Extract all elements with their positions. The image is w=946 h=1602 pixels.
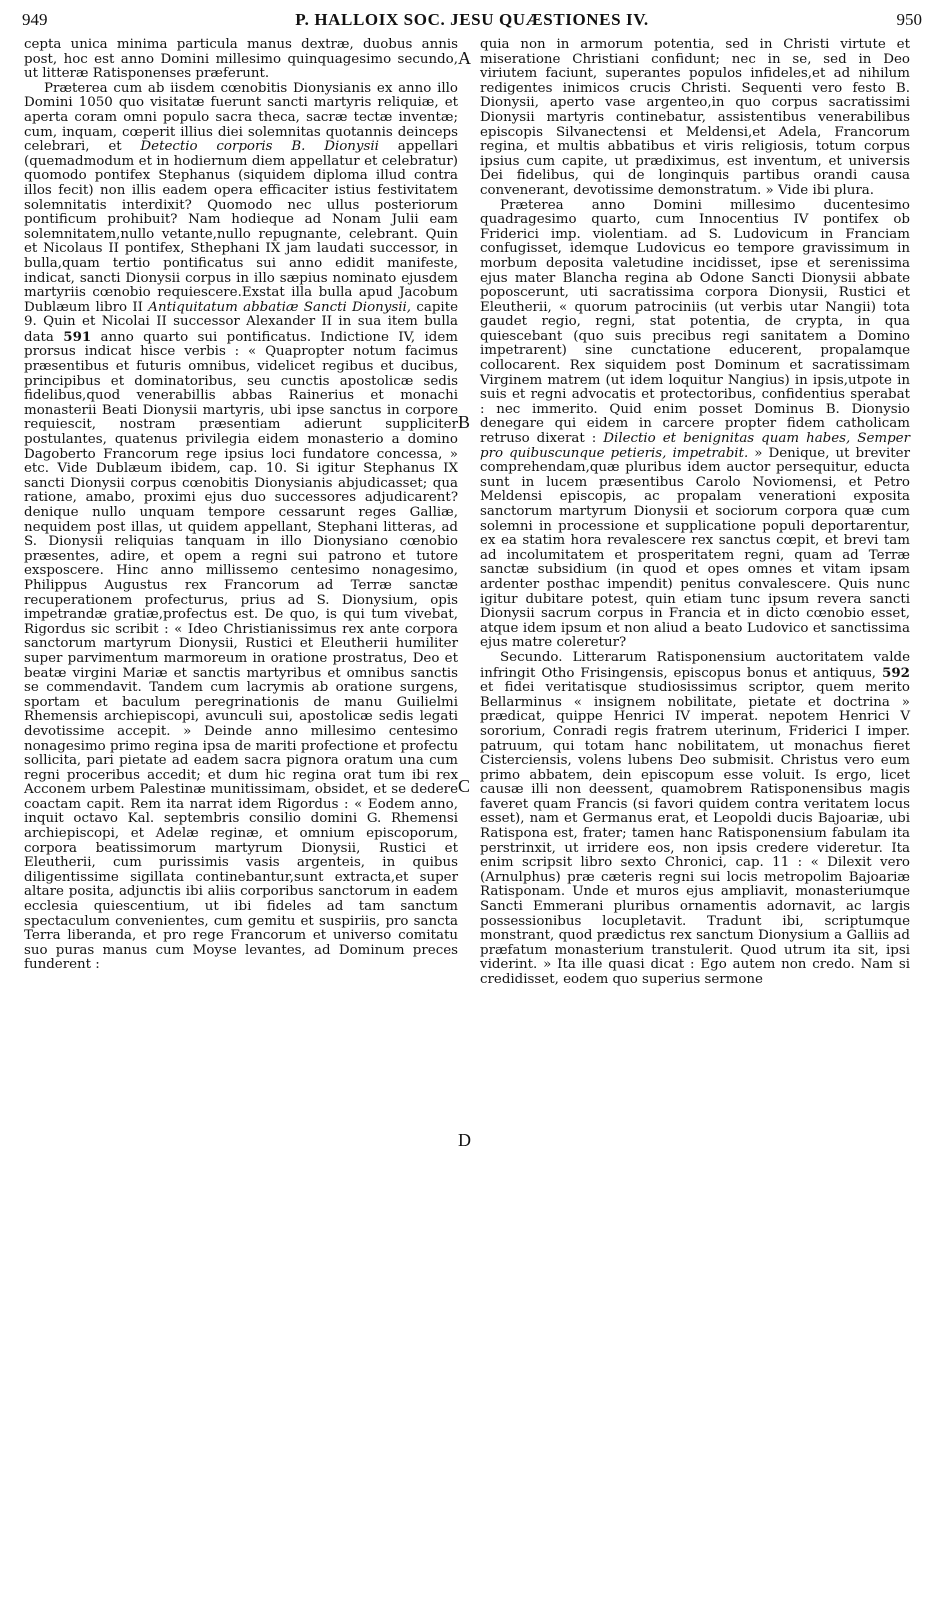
section-marker-d: D (458, 1130, 471, 1150)
page-header (22, 10, 922, 34)
quote-dilectio: Dilectio et benignitas quam habes, Semper pro quibuscunque petieris, impetrabit. (480, 431, 910, 461)
margin-number-592: 592 (882, 664, 910, 681)
section-marker-a: A (458, 48, 471, 68)
page-number-left: 949 (22, 10, 48, 29)
left-column (24, 38, 458, 973)
right-paragraph-2: Præterea anno Domini millesimo ducentesimo quadragesimo quarto, cum Innocentius IV pontifex ob Friderici imp. violentiam. ad S. Ludovicum in Franciam confugisset, idemque Ludovicus eo tempore gravissimum in morbum deposita valetudine incidisset, ipse et serenissima ejus mater Blancha regina ab Odone Sancti Dionysii abbate poposcerunt, uti sacratissima corpora Dionysii, Rustici et Eleutherii, « quorum patrociniis (ut verbis utar Nangii) tota gaudet regio, regni, stat potentia, de crypta, in qua quiescebant (quo suis precibus regi sanitatem a Domino impetrarent) sine cunctatione educerent, propalamque collocarent. Rex siquidem post Dominum et sacratissimam Virginem matrem (ut idem loquitur Nangius) in ipsis,utpote in suis et regni advocatis et protectoribus, confidentius sperabat : nec immerito. Quid enim posset Dominus B. Dionysio denegare qui eidem in carcere propter fidem catholicam retruso dixerat : Dilectio et benignitas quam habes, Semper pro quibuscunque petieris, impetrabit. » Denique, ut breviter comprehendam,quæ pluribus idem auctor persequitur, educta sunt in lucem præsentibus Carolo Noviomensi, et Petro Meldensi episcopis, ac propalam venerationi exposita sanctorum martyrum Dionysii et sociorum corpora quæ cum solemni in processione et supplicatione populi deportarentur, ex ea statim hora revalescere rex sanctus cœpit, et brevi tam ad incolumitatem et prosperitatem regni, quam ad Terræ sanctæ subsidium (in quod et opes omnes et vitam ipsam ardenter posthac impendit) penitus convalescere. Quis nunc igitur dubitare potest, quin etiam tunc ipsum revera sancti Dionysii sacrum corpus in Francia et in dicto cœnobio esset, atque idem ipsum et non aliud a beato Ludovico et sanctissima ejus matre coleretur? (480, 197, 910, 651)
right-column (480, 38, 910, 988)
section-marker-c: C (458, 776, 471, 796)
title-detectio: Detectio corporis B. Dionysii (140, 139, 379, 155)
left-paragraph-2: Præterea cum ab iisdem cœnobitis Dionysianis ex anno illo Domini 1050 quo visitatæ fuerunt sancti martyris reliquiæ, et aperta coram omni populo sacra theca, sacræ tectæ inventæ; cum, inquam, cœperit illius diei solemnitas quotannis deinceps celebrari, et Detectio corporis B. Dionysii appellari (quemadmodum et in hodiernum diem appellatur et celebratur) quomodo pontifex Stephanus (siquidem diploma illud contra illos fecit) non illis eadem opera efficaciter istius festivitatem solemnitatis interdixit? Quomodo nec ullus posteriorum pontificum prohibuit? Nam hodieque ad Nonam Julii eam solemnitatem,nullo vetante,nullo repugnante, celebrant. Quin et Nicolaus II pontifex, Sthephani IX jam laudati successor, in bulla,quam tertio pontificatus sui anno edidit manifeste, indicat, sancti Dionysii corpus in illo sæpius nominato ejusdem martyriis cœnobio requiescere.Exstat illa bulla apud Jacobum Dublæum libro II Antiquitatum abbatiæ Sancti Dionysii, capite 9. Quin et Nicolai II successor Alexander II in sua item bulla data 591 anno quarto sui pontificatus. Indictione IV, idem prorsus indicat hisce verbis : « Quapropter notum facimus præsentibus et futuris omnibus, videlicet regibus et ducibus, principibus et dominatoribus, seu cunctis apostolicæ sedis fidelibus,quod venerabillis abbas Rainerius et monachi monasterii Beati Dionysii martyris, ubi ipse sanctus in corpore requiescit, nostram præsentiam adierunt suppliciter postulantes, quatenus privilegia eidem monasterio a domino Dagoberto Francorum rege ipsius loci fundatore concessa, » etc. Vide Dublæum ibidem, cap. 10. Si igitur Stephanus IX sancti Dionysii corpus cœnobitis Dionysianis abjudicasset; qua ratione, amabo, proximi ejus duo successores adjudicarent? denique nullo unquam tempore cessarunt reges Galliæ, nequidem post illas, ut quidem appellant, Stephani litteras, ad S. Dionysii reliquias tanquam in illo Dionysiano cœnobio præsentes, adire, et opem a regni sui patrono et tutore exsposcere. Hinc anno millissemo centesimo nonagesimo, Philippus Augustus rex Francorum ad Terræ sanctæ recuperationem profecturus, prius ad S. Dionysium, opis impetrandæ gratiæ,profectus est. De quo, is qui tum vivebat, Rigordus sic scribit : « Ideo Christianissimus rex ante corpora sanctorum martyrum Dionysii, Rustici et Eleutherii humiliter super parvimentum marmoreum in oratione prostratus, Deo et beatæ virgini Mariæ et sanctis martyribus et omnibus sanctis se commendavit. Tandem cum lacrymis ab oratione surgens, sportam et baculum peregrinationis de manu Guilielmi Rhemensis archiepiscopi, avunculi sui, apostolicæ sedis legati devotissime accepit. » Deinde anno millesimo centesimo nonagesimo primo regina ipsa de mariti profectione et profectu sollicita, pari pietate ad eadem sacra pignora oratum una cum regni proceribus accedit; et dum hic regina orat tum ibi rex Acconem urbem Palestinæ munitissimam, obsidet, et se dedere coactam capit. Rem ita narrat idem Rigordus : « Eodem anno, inquit octavo Kal. septembris consilio domini G. Rhemensi archiepiscopi, et Adelæ reginæ, et omnium episcoporum, corpora beatissimorum martyrum Dionysii, Rustici et Eleutherii, cum purissimis vasis argenteis, in quibus diligentissime sigillata continebantur,sunt extracta,et super altare posita, adjunctis ibi aliis corporibus sanctorum in eadem ecclesia quiescentium, ut ibi fideles ad tam sanctum spectaculum convenientes, cum gemitu et suspiriis, pro sancta Terra liberanda, et pro rege Francorum et universo comitatu suo puras manus cum Moyse levantes, ad Dominum preces funderent : (24, 80, 458, 973)
section-marker-b: B (458, 412, 471, 432)
page-number-right: 950 (896, 10, 922, 29)
title-antiquitatum: Antiquitatum abbatiæ Sancti Dionysii, (148, 299, 412, 315)
running-title: P. HALLOIX SOC. JESU QUÆSTIONES IV. (295, 10, 649, 29)
right-paragraph-1: quia non in armorum potentia, sed in Christi virtute et miseratione Christiani confidunt; nec in se, sed in Deo viriutem faciunt, superantes populos infideles,et ad nihilum redigentes inimicos crucis Christi. Sequenti vero festo B. Dionysii, aperto vase argenteo,in quo corpus sacratissimi Dionysii martyris continebatur, assistentibus venerabilibus episcopis Silvanectensi et Meldensi,et Adela, Francorum regina, et multis abbatibus et viris religiosis, totum corpus ipsius cum capite, ut prædiximus, est inventum, et universis Dei fidelibus, qui de longinquis partibus orandi causa convenerant, devotissime demonstratum. » Vide ibi plura. (480, 37, 910, 198)
right-paragraph-3: Secundo. Litterarum Ratisponensium auctoritatem valde infringit Otho Frisingensis, episcopus bonus et antiquus, 592 et fidei veritatisque studiosissimus scriptor, quem merito Bellarminus « insignem nobilitate, pietate et doctrina » prædicat, quippe Henrici IV imperat. nepotem Henrici V sororium, Conradi regis fratrem uterinum, Friderici I imper. patruum, qui totam hanc nobilitatem, ut monachus fieret Cisterciensis, volens lubens Deo submisit. Christus vero eum primo abbatem, dein episcopum esse voluit. Is ergo, licet causæ illi non deessent, quamobrem Ratisponensibus magis faveret quam Francis (si favori quidem contra veritatem locus esset), nam et Germanus erat, et Leopoldi ducis Bajoariæ, ubi Ratispona est, frater; tamen hanc Ratisponensium fabulam ita perstrinxit, ut irridere eos, non ipsis credere videretur. Ita enim scripsit libro sexto Chronici, cap. 11 : « Dilexit vero (Arnulphus) præ cæteris regni sui locis metropolim Bajoariæ Ratisponam. Unde et muros ejus ampliavit, monasteriumque Sancti Emmerani pluribus ornamentis adornavit, ac largis possessionibus locupletavit. Tradunt ibi, scriptumque monstrant, quod prædictus rex sanctum Dionysium a Galliis ad præfatum monasterium transtulerit. Quod utrum ita sit, ipsi viderint. » Ita ille quasi dicat : Ego autem non credo. Nam si credidisset, eodem quo superius sermone (480, 649, 910, 987)
margin-number-591: 591 (63, 328, 92, 345)
left-paragraph-1: cepta unica minima particula manus dextræ, duobus annis post, hoc est anno Domini millesimo quinquagesimo secundo, ut litteræ Ratisponenses præferunt. (24, 37, 458, 82)
